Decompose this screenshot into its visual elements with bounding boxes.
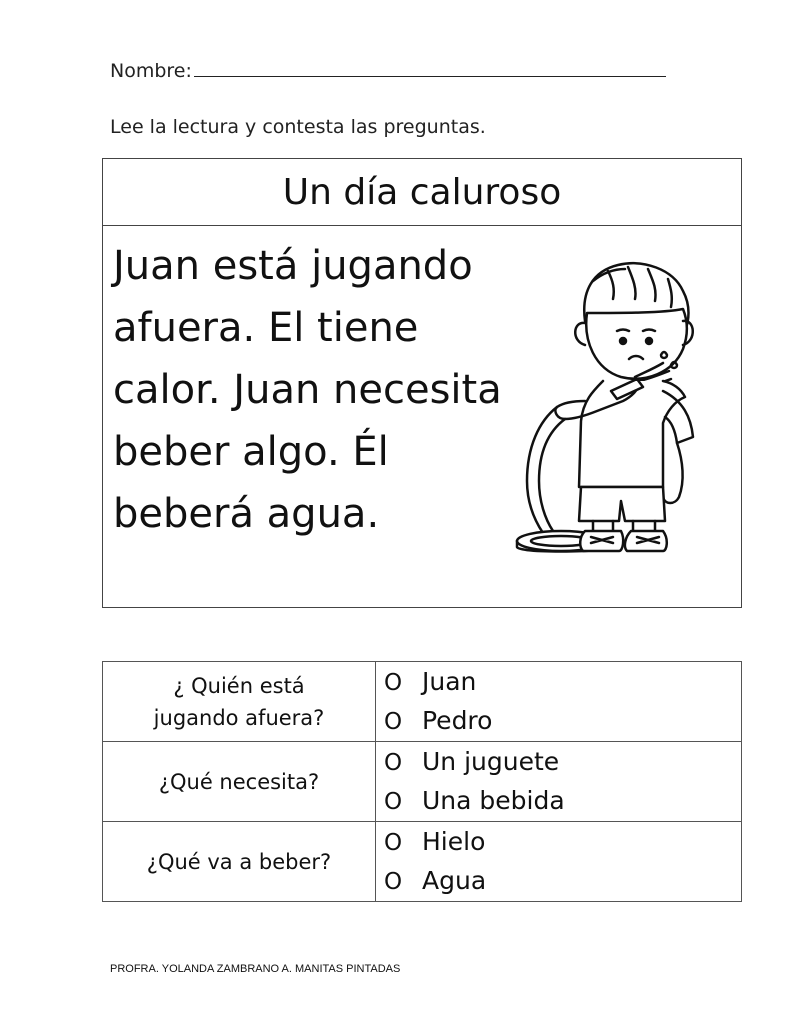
options-cell [376,662,742,742]
answer-label: Una bebida [422,785,565,815]
question-text: ¿Qué necesita? [158,769,320,794]
answer-label: Agua [422,865,487,895]
name-row [110,60,666,82]
question-cell [103,742,376,822]
answer-circle[interactable]: O [384,669,403,696]
question-row [103,822,742,902]
question-text: ¿Qué va a beber? [146,849,332,874]
boy-drinking-from-hose-illustration [513,251,703,553]
options-cell [376,742,742,822]
name-label: Nombre: [110,60,192,82]
question-text: ¿ Quién está [173,673,305,698]
answer-circle[interactable]: O [384,749,403,776]
answer-circle[interactable]: O [384,788,403,815]
instructions: Lee la lectura y contesta las preguntas. [110,116,486,138]
question-cell [103,822,376,902]
answer-label: Juan [422,666,477,696]
question-cell [103,662,376,742]
story-line: afuera. El tiene [113,305,419,351]
options-cell [376,822,742,902]
answer-label: Pedro [422,705,493,735]
answer-circle[interactable]: O [384,829,403,856]
story-line: beberá agua. [113,491,380,537]
answer-option[interactable] [376,702,741,741]
questions-table [102,661,742,902]
answer-option[interactable] [376,823,741,862]
question-row [103,662,742,742]
answer-option[interactable] [376,862,741,901]
story-title: Un día caluroso [103,159,741,226]
answer-option[interactable] [376,743,741,782]
answer-option[interactable] [376,782,741,821]
name-blank-line[interactable] [194,62,666,77]
answer-option[interactable] [376,663,741,702]
story-line: beber algo. Él [113,429,389,475]
answer-circle[interactable]: O [384,868,403,895]
answer-circle[interactable]: O [384,708,403,735]
answer-label: Un juguete [422,746,560,776]
question-row [103,742,742,822]
story-text [113,235,513,545]
question-text: jugando afuera? [153,705,325,730]
reading-box [102,158,742,608]
story-line: calor. Juan necesita [113,367,502,413]
story-line: Juan está jugando [113,243,473,289]
footer-credit: PROFRA. YOLANDA ZAMBRANO A. MANITAS PINTADAS [110,963,401,975]
answer-label: Hielo [422,826,486,856]
